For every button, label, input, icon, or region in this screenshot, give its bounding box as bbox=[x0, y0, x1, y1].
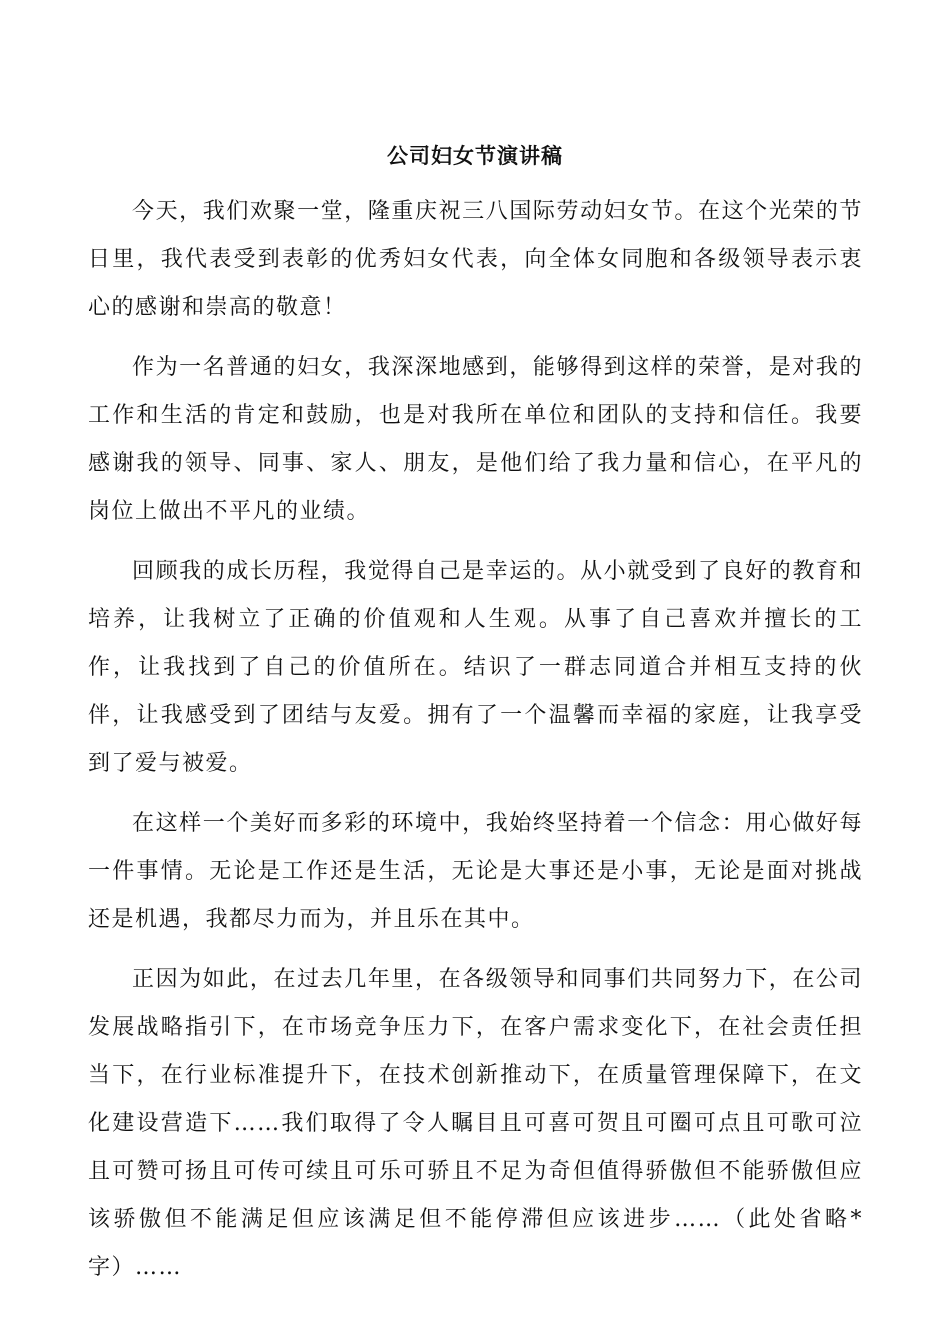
paragraph-4: 在这样一个美好而多彩的环境中，我始终坚持着一个信念：用心做好每一件事情。无论是工作还是生活，无论是大事还是小事，无论是面对挑战还是机遇，我都尽力而为，并且乐在其中。 bbox=[88, 811, 863, 932]
paragraph-3: 回顾我的成长历程，我觉得自己是幸运的。从小就受到了良好的教育和培养，让我树立了正确的价值观和人生观。从事了自己喜欢并擅长的工作，让我找到了自己的价值所在。结识了一群志同道合并相互支持的伙伴，让我感受到了团结与友爱。拥有了一个温馨而幸福的家庭，让我享受到了爱与被爱。 bbox=[88, 559, 863, 776]
paragraph-1: 今天，我们欢聚一堂，隆重庆祝三八国际劳动妇女节。在这个光荣的节日里，我代表受到表彰的优秀妇女代表，向全体女同胞和各级领导表示衷心的感谢和崇高的敬意！ bbox=[88, 199, 863, 320]
paragraph-2: 作为一名普通的妇女，我深深地感到，能够得到这样的荣誉，是对我的工作和生活的肯定和鼓励，也是对我所在单位和团队的支持和信任。我要感谢我的领导、同事、家人、朋友，是他们给了我力量和信心，在平凡的岗位上做出不平凡的业绩。 bbox=[88, 355, 863, 524]
document-body bbox=[88, 188, 863, 1304]
document-title: 公司妇女节演讲稿 bbox=[387, 143, 563, 168]
paragraph-5: 正因为如此，在过去几年里，在各级领导和同事们共同努力下，在公司发展战略指引下，在市场竞争压力下，在客户需求变化下，在社会责任担当下，在行业标准提升下，在技术创新推动下，在质量管理保障下，在文化建设营造下……我们取得了令人瞩目且可喜可贺且可圈可点且可歌可泣且可赞可扬且可传可续且可乐可骄且不足为奇但值得骄傲但不能骄傲但应该骄傲但不能满足但应该满足但不能停滞但应该进步……（此处省略*字）…… bbox=[88, 967, 863, 1280]
